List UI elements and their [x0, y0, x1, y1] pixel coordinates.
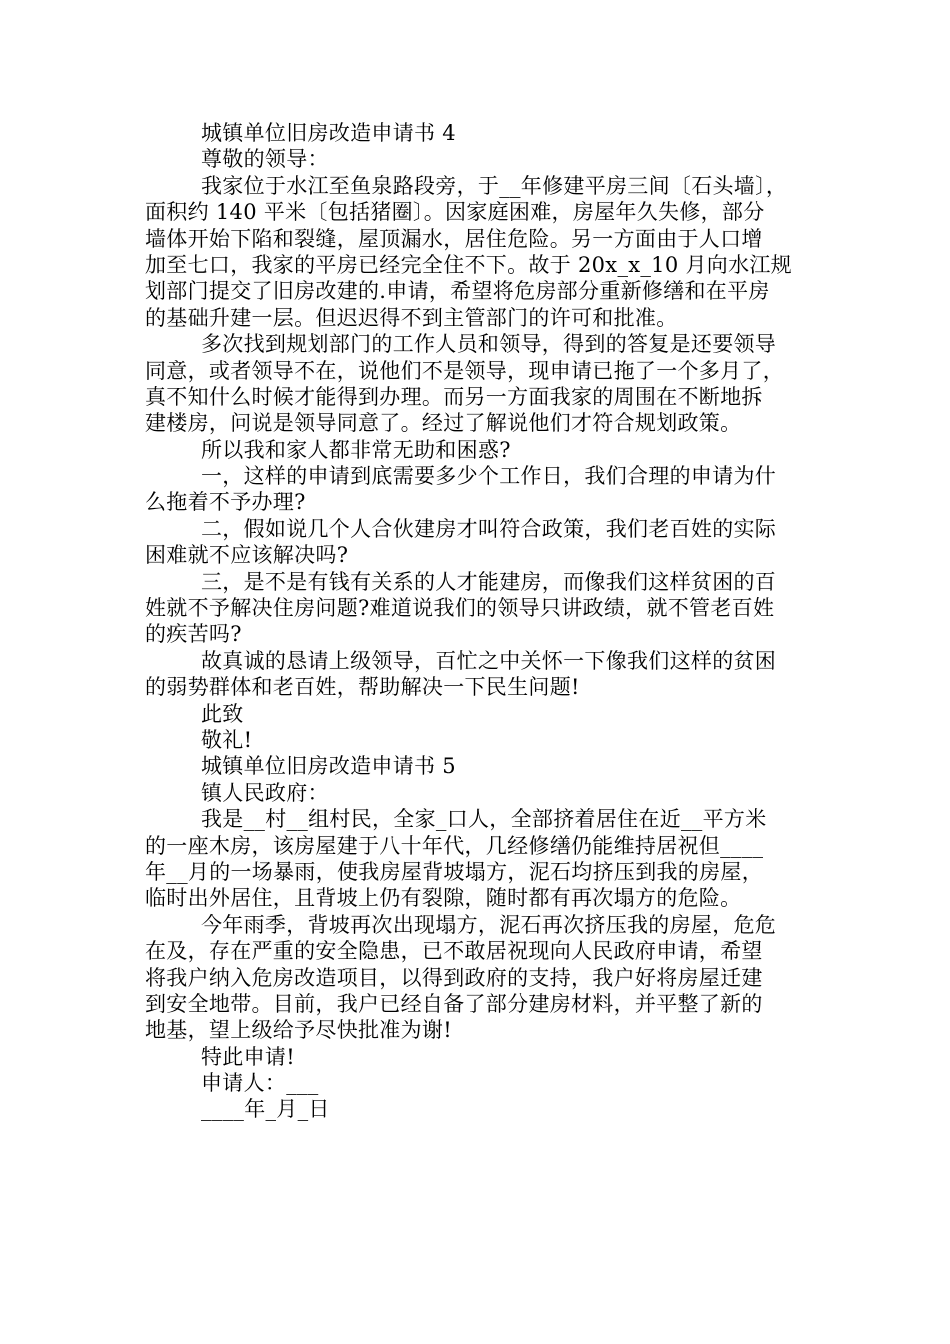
- text-line: 敬礼!: [201, 727, 253, 752]
- text-line: 此致: [201, 701, 244, 726]
- text-line: 同意，或者领导不在，说他们不是领导，现申请已拖了一个多月了，: [145, 358, 784, 383]
- text-line: 城镇单位旧房改造申请书 5: [201, 754, 456, 779]
- text-line: 一，这样的申请到底需要多少个工作日，我们合理的申请为什: [201, 464, 777, 489]
- text-line: 地基，望上级给予尽快批准为谢!: [145, 1018, 452, 1043]
- text-line: 面积约 140 平米〔包括猪圈〕。因家庭困难，房屋年久失修，部分: [145, 200, 765, 225]
- text-line: 今年雨季，背坡再次出现塌方，泥石再次挤压我的房屋，危危: [201, 912, 777, 937]
- text-line: 故真诚的恳请上级领导，百忙之中关怀一下像我们这样的贫困: [201, 648, 777, 673]
- text-line: 建楼房，问说是领导同意了。经过了解说他们才符合规划政策。: [145, 411, 742, 436]
- text-line: 特此申请!: [201, 1044, 295, 1069]
- text-line: 我家位于水江至鱼泉路段旁，于__年修建平房三间〔石头墙〕，: [201, 173, 788, 198]
- text-line: 多次找到规划部门的工作人员和领导，得到的答复是还要领导: [201, 332, 777, 357]
- text-line: 的一座木房，该房屋建于八十年代，几经修缮仍能维持居祝但____: [145, 833, 764, 858]
- text-line: 我是__村__组村民，全家_口人，全部挤着居住在近__平方米: [201, 807, 767, 832]
- text-line: 真不知什么时候才能得到办理。而另一方面我家的周围在不断地拆: [145, 384, 763, 409]
- text-line: 临时出外居住，且背坡上仍有裂隙，随时都有再次塌方的危险。: [145, 886, 742, 911]
- document-body: [145, 120, 810, 1123]
- text-line: 将我户纳入危房改造项目，以得到政府的支持，我户好将房屋迁建: [145, 965, 763, 990]
- text-line: 申请人：___: [201, 1071, 319, 1096]
- text-line: 姓就不予解决住房问题?难道说我们的领导只讲政绩，就不管老百姓: [145, 596, 775, 621]
- text-line: 镇人民政府：: [201, 780, 329, 805]
- text-line: 划部门提交了旧房改建的.申请，希望将危房部分重新修缮和在平房: [145, 279, 770, 304]
- text-line: 年__月的一场暴雨，使我房屋背坡塌方，泥石均挤压到我的房屋，: [145, 859, 763, 884]
- text-line: 加至七口，我家的平房已经完全住不下。故于 20x_x_10 月向水江规: [145, 252, 792, 277]
- text-line: 的弱势群体和老百姓，帮助解决一下民生问题!: [145, 675, 580, 700]
- text-line: 在及，存在严重的安全隐患，已不敢居祝现向人民政府申请，希望: [145, 939, 763, 964]
- text-line: 墙体开始下陷和裂缝，屋顶漏水，居住危险。另一方面由于人口增: [145, 226, 763, 251]
- text-line: 的疾苦吗?: [145, 622, 242, 647]
- text-line: 么拖着不予办理?: [145, 490, 306, 515]
- text-line: 的基础升建一层。但迟迟得不到主管部门的许可和批准。: [145, 305, 678, 330]
- text-line: 到安全地带。目前，我户已经自备了部分建房材料，并平整了新的: [145, 991, 763, 1016]
- text-line: 所以我和家人都非常无助和困惑?: [201, 437, 511, 462]
- text-line: 二，假如说几个人合伙建房才叫符合政策，我们老百姓的实际: [201, 516, 777, 541]
- text-line: 困难就不应该解决吗?: [145, 543, 349, 568]
- text-line: ____年_月_日: [201, 1097, 330, 1122]
- text-line: 三，是不是有钱有关系的人才能建房，而像我们这样贫困的百: [201, 569, 777, 594]
- text-line: 尊敬的领导：: [201, 147, 329, 172]
- text-line: 城镇单位旧房改造申请书 4: [201, 121, 456, 145]
